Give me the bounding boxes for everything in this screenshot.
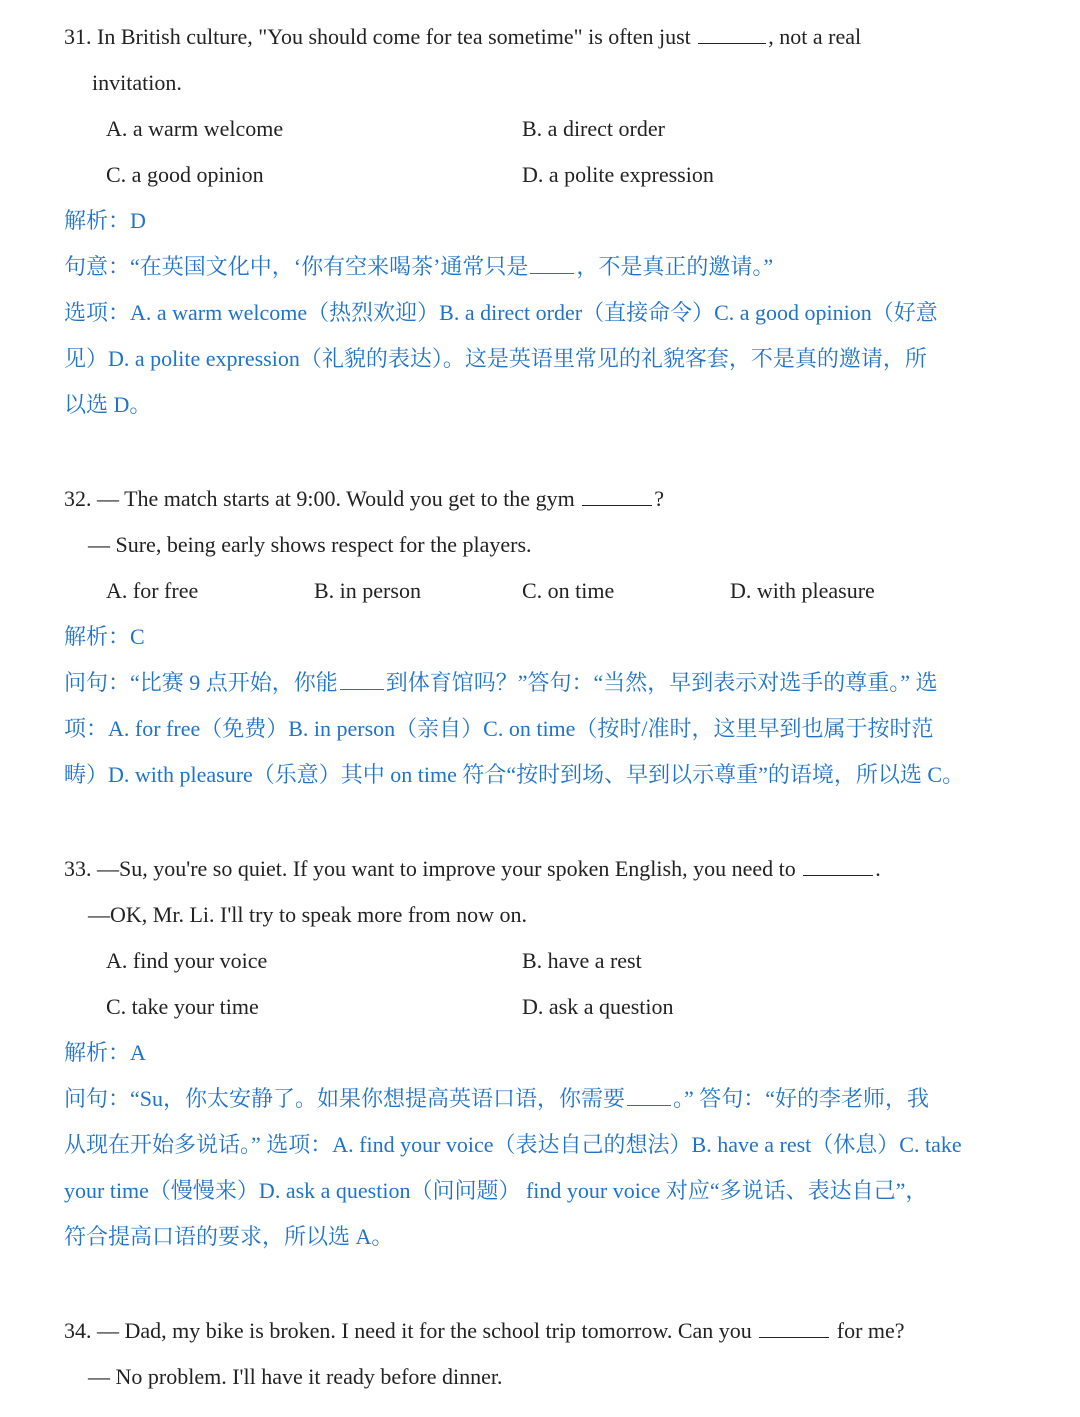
- q32-option-a: A. for free: [106, 578, 199, 603]
- answer-blank: [803, 855, 873, 876]
- q33-explanation-line4: 符合提高口语的要求，所以选 A。: [64, 1224, 394, 1249]
- q32-stem-line2: — Sure, being early shows respect for the players.: [88, 532, 532, 557]
- answer-blank: [582, 485, 652, 506]
- q33-explanation-line1: 问句：“Su，你太安静了。如果你想提高英语口语，你需要 。” 答句：“好的李老师，我: [64, 1086, 930, 1111]
- q33-explanation-line3: your time（慢慢来）D. ask a question（问问题） find your voice 对应“多说话、表达自己”，: [64, 1178, 928, 1203]
- q31-explanation-line2: 选项：A. a warm welcome（热烈欢迎）B. a direct order（直接命令）C. a good opinion（好意: [64, 300, 938, 325]
- answer-blank: [759, 1317, 829, 1338]
- q32-option-b: B. in person: [314, 578, 421, 603]
- q34-stem-line1: 34. — Dad, my bike is broken. I need it for the school trip tomorrow. Can you for me?: [64, 1318, 905, 1343]
- answer-blank: [627, 1085, 671, 1106]
- q32-option-d: D. with pleasure: [730, 578, 875, 603]
- q31-option-d: D. a polite expression: [522, 162, 714, 187]
- q33-explanation-line2: 从现在开始多说话。” 选项：A. find your voice（表达自己的想法）B. have a rest（休息）C. take: [64, 1132, 962, 1157]
- answer-blank: [340, 669, 384, 690]
- q33-option-c: C. take your time: [106, 994, 259, 1019]
- q34-stem-line2: — No problem. I'll have it ready before dinner.: [88, 1364, 503, 1389]
- q33-stem-line2: —OK, Mr. Li. I'll try to speak more from now on.: [88, 902, 528, 927]
- q31-explanation-line1: 句意：“在英国文化中，‘你有空来喝茶’通常只是 ，不是真正的邀请。”: [64, 254, 774, 279]
- q33-option-d: D. ask a question: [522, 994, 674, 1019]
- q31-stem-line1: 31. In British culture, "You should come for tea sometime" is often just , not a real: [64, 24, 862, 49]
- q31-answer: 解析：D: [64, 208, 146, 233]
- q32-option-c: C. on time: [522, 578, 615, 603]
- q32-explanation-line2: 项：A. for free（免费）B. in person（亲自）C. on time（按时/准时，这里早到也属于按时范: [64, 716, 934, 741]
- q32-explanation-line3: 畴）D. with pleasure（乐意）其中 on time 符合“按时到场、早到以示尊重”的语境，所以选 C。: [64, 762, 965, 787]
- q31-stem-line2: invitation.: [92, 70, 182, 95]
- q32-answer: 解析：C: [64, 624, 145, 649]
- q31-option-a: A. a warm welcome: [106, 116, 284, 141]
- q31-option-b: B. a direct order: [522, 116, 665, 141]
- q31-explanation-line4: 以选 D。: [64, 392, 152, 417]
- answer-blank: [530, 253, 574, 274]
- q31-explanation-line3: 见）D. a polite expression（礼貌的表达）。这是英语里常见的礼貌客套，不是真的邀请，所: [64, 346, 927, 371]
- answer-blank: [698, 23, 766, 44]
- q31-option-c: C. a good opinion: [106, 162, 264, 187]
- q32-stem-line1: 32. — The match starts at 9:00. Would you get to the gym ?: [64, 486, 664, 511]
- q33-option-b: B. have a rest: [522, 948, 642, 973]
- q32-explanation-line1: 问句：“比赛 9 点开始，你能 到体育馆吗？”答句：“当然，早到表示对选手的尊重。” 选: [64, 670, 938, 695]
- q33-answer: 解析：A: [64, 1040, 146, 1065]
- q33-option-a: A. find your voice: [106, 948, 268, 973]
- q33-stem-line1: 33. —Su, you're so quiet. If you want to improve your spoken English, you need to .: [64, 856, 881, 881]
